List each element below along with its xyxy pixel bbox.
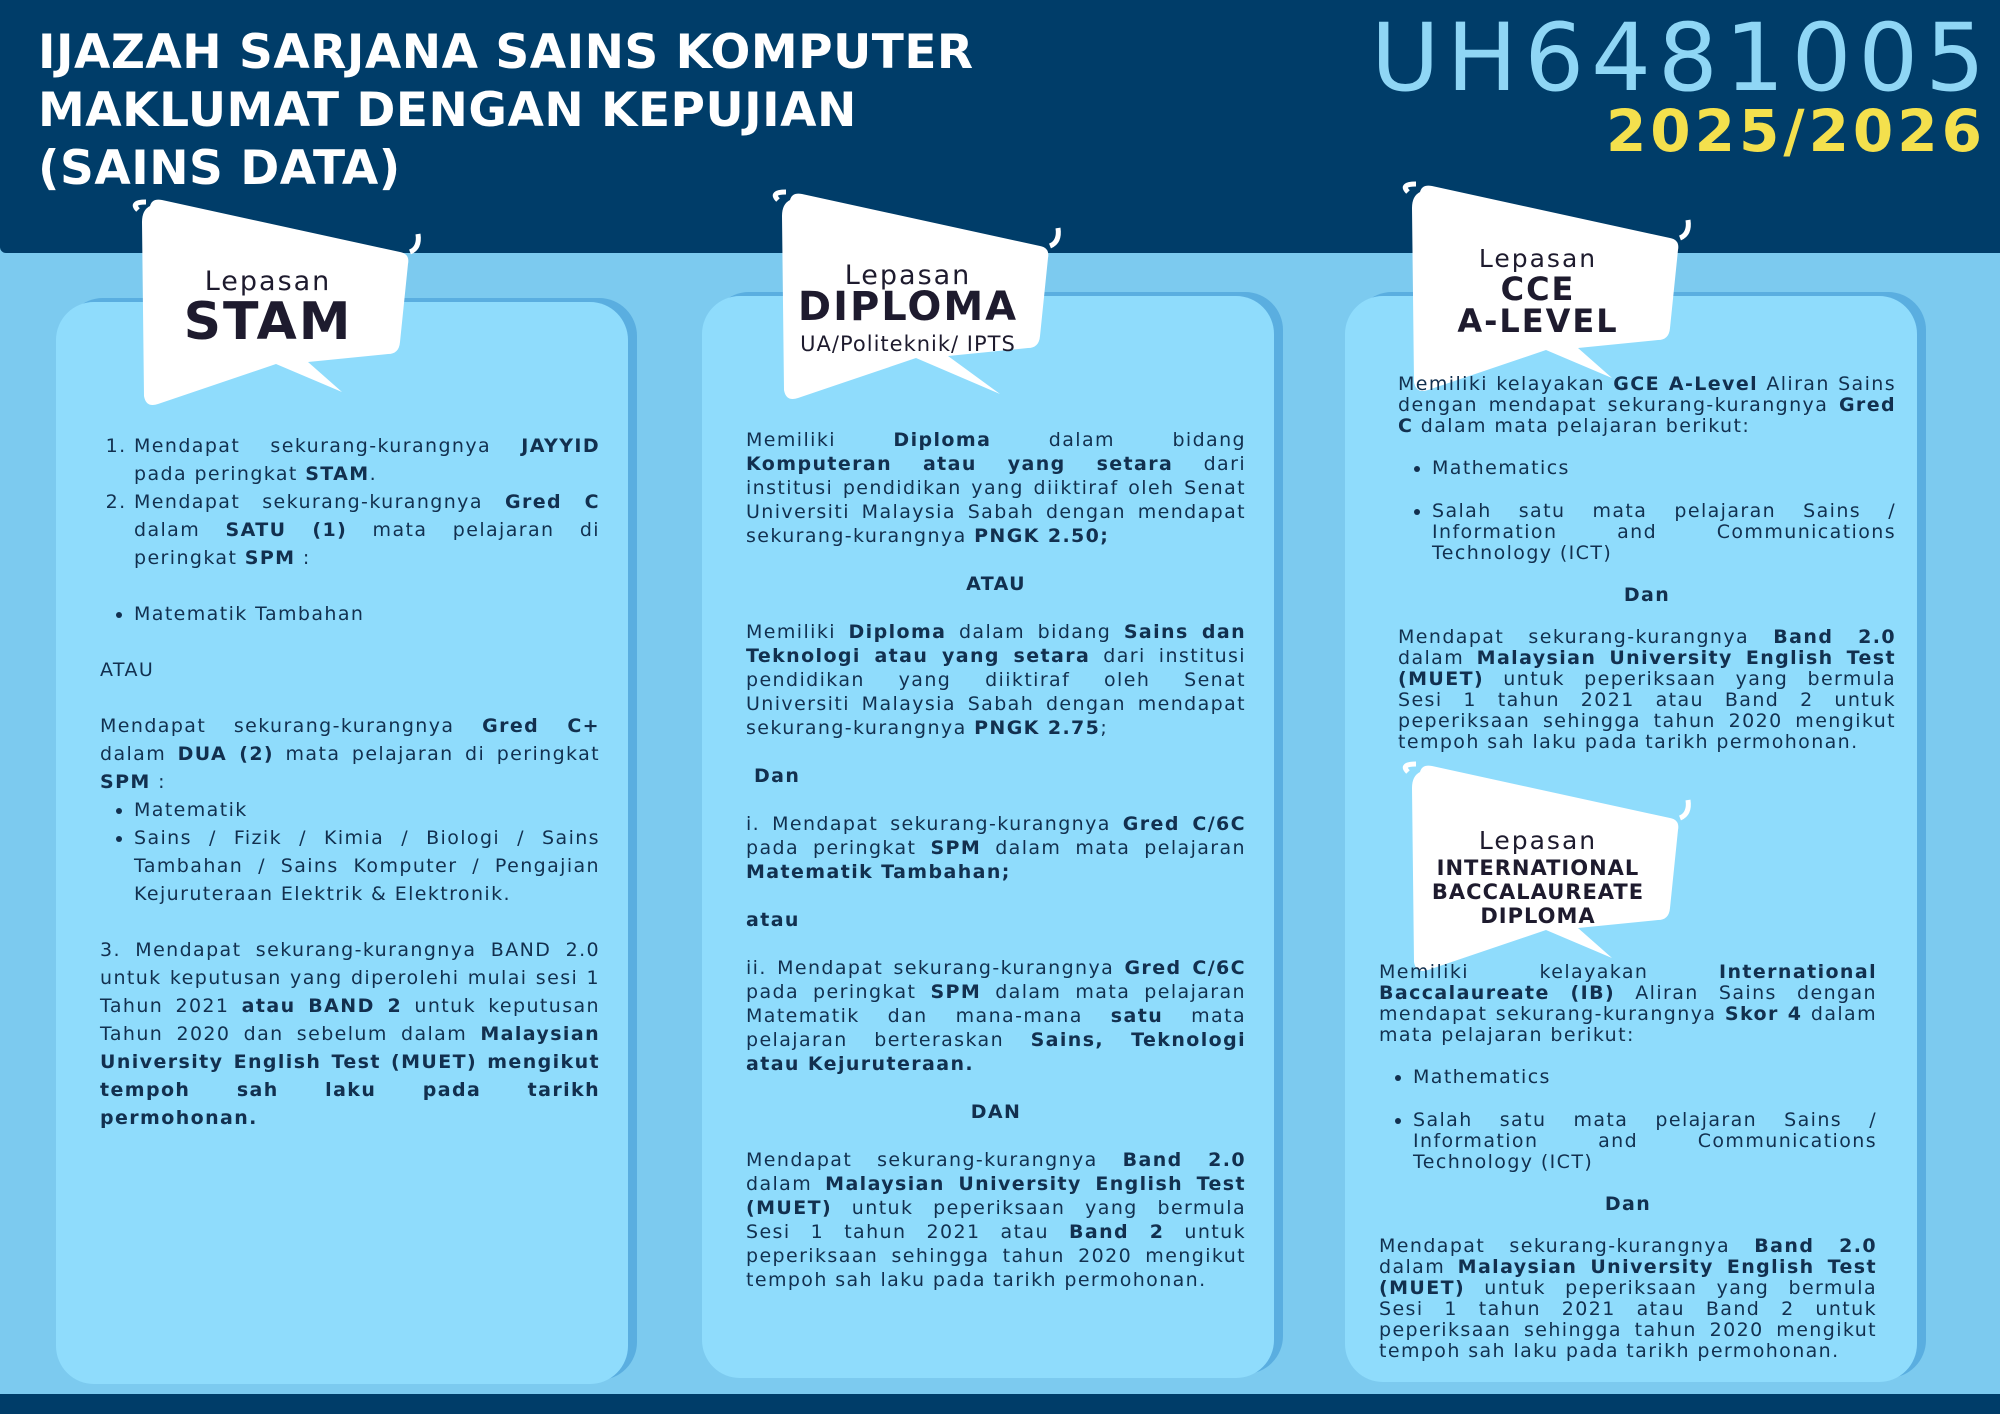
- diploma-dan-2: DAN: [970, 1101, 1022, 1123]
- title-line-2: MAKLUMAT DENGAN KEPUJIAN: [38, 83, 857, 138]
- stam-bullet-list-1: [100, 600, 600, 628]
- list-item: • Mathematics: [1432, 458, 1896, 479]
- ib-dan: Dan: [1604, 1193, 1652, 1215]
- stam-requirements: [100, 432, 600, 1132]
- bubble-stam-small: Lepasan: [204, 266, 332, 297]
- alevel-dan: Dan: [1623, 584, 1671, 606]
- list-item: 2. Mendapat sekurang-kurangnya Gred C dalam SATU (1) mata pelajaran di peringkat SPM :: [134, 488, 600, 572]
- bubble-ib: [1398, 758, 1698, 978]
- footer-bar: [0, 1394, 2000, 1414]
- diploma-paragraph-3: i. Mendapat sekurang-kurangnya Gred C/6C pada peringkat SPM dalam mata pelajaran Matematik Tambahan;: [746, 813, 1246, 883]
- bubble-stam: [128, 192, 428, 412]
- academic-year: 2025/2026: [1605, 97, 1986, 165]
- diploma-dan-1: Dan: [754, 765, 801, 787]
- bubble-alevel-big-1: CCE: [1500, 270, 1576, 308]
- bubble-stam-big: STAM: [183, 292, 353, 352]
- list-item: 1. Mendapat sekurang-kurangnya JAYYID pada peringkat STAM.: [134, 432, 600, 488]
- alevel-bullet-list: [1398, 458, 1896, 564]
- alevel-paragraph-1: Memiliki kelayakan GCE A-Level Aliran Sains dengan mendapat sekurang-kurangnya Gred C dalam mata pelajaran berikut:: [1398, 373, 1897, 437]
- list-item: • Sains / Fizik / Kimia / Biologi / Sains Tambahan / Sains Komputer / Pengajian Kejuruteraan Elektrik & Elektronik.: [134, 824, 600, 908]
- ib-paragraph-2: Mendapat sekurang-kurangnya Band 2.0 dalam Malaysian University English Test (MUET) untuk peperiksaan yang bermula Sesi 1 tahun 2021 atau Band 2 untuk peperiksaan sehingga tahun 2020 mengikut tempoh sah laku pada tarikh permohonan.: [1379, 1235, 1878, 1362]
- alevel-requirements: [1398, 374, 1896, 753]
- diploma-paragraph-1: Memiliki Diploma dalam bidang Komputeran atau yang setara dari institusi pendidikan yang diiktiraf oleh Senat Universiti Malaysia Sabah dengan mendapat sekurang-kurangnya PNGK 2.50;: [746, 429, 1246, 547]
- ib-requirements: [1379, 962, 1877, 1362]
- bubble-diploma-sub: UA/Politeknik/ IPTS: [800, 332, 1016, 356]
- list-item: • Salah satu mata pelajaran Sains / Information and Communications Technology (ICT): [1432, 501, 1896, 564]
- bubble-diploma-small: Lepasan: [844, 260, 972, 291]
- ib-bullet-list: [1379, 1067, 1877, 1173]
- list-item: • Matematik Tambahan: [134, 600, 600, 628]
- bubble-ib-big-3: DIPLOMA: [1480, 904, 1596, 928]
- bubble-ib-big-2: BACCALAUREATE: [1431, 880, 1645, 904]
- list-item: • Mathematics: [1413, 1067, 1877, 1088]
- diploma-paragraph-4: ii. Mendapat sekurang-kurangnya Gred C/6C pada peringkat SPM dalam mata pelajaran Matematik dan mana-mana satu mata pelajaran berteraskan Sains, Teknologi atau Kejuruteraan.: [746, 957, 1246, 1075]
- diploma-atau-1: ATAU: [966, 573, 1026, 595]
- bubble-diploma: [768, 186, 1068, 406]
- stam-bullet-list-2: [100, 796, 600, 908]
- bubble-alevel-big-2: A-LEVEL: [1457, 302, 1619, 340]
- diploma-paragraph-2: Memiliki Diploma dalam bidang Sains dan Teknologi atau yang setara dari institusi pendidikan yang diiktiraf oleh Senat Universiti Malaysia Sabah dengan mendapat sekurang-kurangnya PNGK 2.75;: [746, 621, 1246, 739]
- title-line-1: IJAZAH SARJANA SAINS KOMPUTER: [38, 25, 974, 80]
- bubble-ib-big-1: INTERNATIONAL: [1436, 856, 1640, 880]
- stam-paragraph-3: 3. Mendapat sekurang-kurangnya BAND 2.0 untuk keputusan yang diperolehi mulai sesi 1 Tahun 2021 atau BAND 2 untuk keputusan Tahun 2020 dan sebelum dalam Malaysian University English Test (MUET) mengikut tempoh sah laku pada tarikh permohonan.: [100, 939, 600, 1129]
- bubble-ib-small: Lepasan: [1478, 826, 1598, 855]
- title-line-3: (SAINS DATA): [38, 141, 401, 196]
- bubble-alevel-small: Lepasan: [1478, 244, 1598, 273]
- diploma-requirements: [746, 428, 1246, 1292]
- alevel-paragraph-2: Mendapat sekurang-kurangnya Band 2.0 dalam Malaysian University English Test (MUET) untuk peperiksaan yang bermula Sesi 1 tahun 2021 atau Band 2 untuk peperiksaan sehingga tahun 2020 mengikut tempoh sah laku pada tarikh permohonan.: [1398, 626, 1897, 753]
- bubble-diploma-big: DIPLOMA: [797, 284, 1019, 330]
- list-item: • Salah satu mata pelajaran Sains / Information and Communications Technology (ICT): [1413, 1110, 1877, 1173]
- program-code: UH6481005: [1370, 4, 1992, 113]
- stam-numbered-list: [100, 432, 600, 572]
- diploma-atau-2: atau: [746, 909, 800, 931]
- diploma-paragraph-5: Mendapat sekurang-kurangnya Band 2.0 dalam Malaysian University English Test (MUET) untuk peperiksaan yang bermula Sesi 1 tahun 2021 atau Band 2 untuk peperiksaan sehingga tahun 2020 mengikut tempoh sah laku pada tarikh permohonan.: [746, 1149, 1247, 1291]
- list-item: • Matematik: [134, 796, 600, 824]
- stam-atau: ATAU: [100, 659, 155, 681]
- ib-paragraph-1: Memiliki kelayakan International Baccalaureate (IB) Aliran Sains dengan mendapat sekurang-kurangnya Skor 4 dalam mata pelajaran berikut:: [1379, 961, 1878, 1046]
- stam-paragraph-2: Mendapat sekurang-kurangnya Gred C+ dalam DUA (2) mata pelajaran di peringkat SPM :: [100, 715, 601, 793]
- page-title: [38, 24, 974, 198]
- bubble-alevel: [1398, 178, 1698, 398]
